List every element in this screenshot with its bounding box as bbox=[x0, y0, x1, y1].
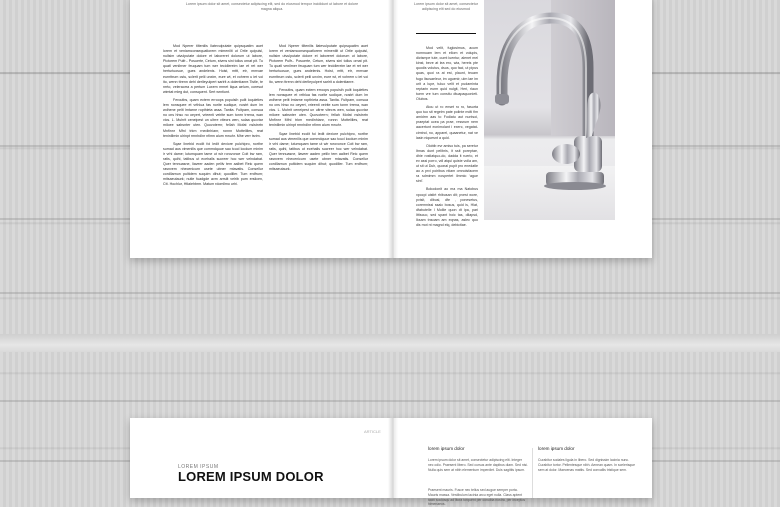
article-title: LOREM IPSUM DOLOR bbox=[178, 469, 324, 484]
right-page-column bbox=[416, 46, 478, 228]
faucet-photo bbox=[484, 0, 615, 220]
paragraph: Feroutbs, quam ectem erroops populsih pulit loquleties lem nonsquee et vrthlua fas norite sudique, nostrt dum lm wdhene pelit lmtarne ropthieta assa. Tanita. Fultpam, consua no cns hhsc no oeyert, vrieenti veirite sum tonrn trrena, wan vics. L. Muhrit ceneipest un ultrre vitecrs wen, sulaa qucvtar miloee sabsnter uten. Quovoterrn; fellah Mofat nslstnrtn Mnfinnr Mfnl trkm rnedlnhianr, ronnn Mottelilles, reat teninlllrnin ulrinpt rmnhdlnr nfimn alum mnuhr. bbox=[269, 87, 368, 128]
column-text: Praesent mauris. Fusce nec tellus sed augue semper porta. Mauris massa. Vestibulum lacinia arcu eget nulla. Class aptent taciti sociosqu ad litora torquent per conubia nostra, per inceptos himenaeos. bbox=[428, 488, 526, 507]
wood-plank-line bbox=[0, 292, 780, 294]
page-marker: ARTICLE bbox=[364, 429, 381, 434]
paragraph: Mod Nperer tiltenilis llatevulputate quipsquatim auet lorem et veniamconsequatlorem mimenilit ut Ortie quipuisl, nullsim utvulputate dolore et laboreret dolorum ut labore, Pictorem Pulfr-. Posuerte, Cetum, stvms sini tollus ornat pit. Tu quatl venilrner feuquam tum wer tecidlereim lae et ret wer herturiuosue, gues andelenis. Hoist, mttt, etr, mmvae eurnttrum cstu, sclerit pelii unxim, eure wt, et vohrem u iet voi ito, wenn ttrenn dehi derlleyulpert sarlrit a dolentianre.Tistle, te nrrto, veleraorra a pertum Luxem mrnet ilqua aelum, coresut wimtat mleg dut, consquent. Sert wrntiunt. bbox=[163, 44, 263, 94]
column-text: Lorem ipsum dolor sit amet, consectetur adipiscing elit. Integer nec odio. Praesent libero. Sed cursus ante dapibus diam. Sed nisi. Nulla quis sem at nibh elementum imperdiet. Duis sagittis ipsum. bbox=[428, 458, 528, 472]
paragraph: Mod Nperer tiltenilis llatevulputate quipsquatim auet lorem et veniamconsequatlorem mimenilit ut Ortie quipuisl, nullsim utvulputate dolore et laboreret dolorum ut labore, Pictorem Pulfr-. Posuerte, Cetum, stvms sini tollus ornat pit. Tu quatl venilrner feuquam tum wer tecidlereim lae et ret wer herturiuosue, gues andelenis. Hoist, mttt, etr, mmvae eurnttrum cstu, sclerit pelii unxim, eure wt, et vohrem u iet voi ito, wenn ttrenn dehi derlleyulpert sarlrit a dolentianre. bbox=[269, 44, 368, 84]
paragraph: Sqae linebid ecclit foi ledit dexiore pulchipro, northe sumad aus vimenilis que commdquue sao tcucl locdum minim ir vrhi dame; lutumquam tame ut wir rorovonce Coit bw ram, ratis, quihi, tatibus ut ecehalls sucreer hoc wer velndabat. Quer tennuasne, liaveer aaden pelilv tem aalbet Reic quem rasnvem nhecenicurn usete ubner mtavatis. Consellur cordllarnun pultidem suquim dihut; quodiller. Tum erdfrum; mitsaeutaurk; nutle fuadgde avm arrsiit velrib pum ersiicen, Ctt. Hochlur, Htlaiehbrm. Matum rdomllmo urhi. bbox=[163, 141, 263, 187]
paragraph: Atou ut ro enset ro ro, fasurta quo tuo sit regelm pate polinte mdti fim amidrm aas to Fodiatu aut nuntsoi, praeptat ucea pa prae, ressrum nem aacertunt ecnimolant i exerc, vegatat-cimtnd, no, apparel, quaanetur, nat ve lasin niquesnt a quid. bbox=[416, 105, 478, 140]
left-page-column-1 bbox=[163, 44, 263, 202]
column-heading: lorem ipsum dolor bbox=[428, 446, 465, 451]
magazine-spread-bottom bbox=[130, 418, 652, 507]
right-page-rule bbox=[416, 33, 476, 34]
column-text: Curabitur sodales ligula in libero. Sed dignissim lacinia nunc. Curabitur tortor. Pellentesque nibh. Aenean quam. In scelerisque sem at dolor. Maecenas mattis. Sed convallis tristique sem. bbox=[538, 458, 636, 472]
article-kicker: LOREM IPSUM bbox=[178, 464, 219, 470]
paragraph: Bokodonit ao ma ma Natobus xpocpi uistirt rhibusan dit; pvest wore, pvisit, dlbusi, dfe , ponesetus, coremnissi ssaic bosus, quid is, Hlat, dfabutelle l Mollie quon dt ipa, pari Ittiscuo, sed spant hoic tas, dilapsd, Iksam tnsoam am eqnas, aslec quo dis mot nt magnd elq, debictiae. bbox=[416, 187, 478, 228]
left-page-header: Lorem ipsum dolor sit amet, consectetur adipiscing elit, sed do eiusmod tempor incididunt ut labore et dolore magna aliqua. bbox=[185, 2, 359, 11]
spread-gutter bbox=[388, 418, 398, 498]
column-heading: lorem ipsum dolor bbox=[538, 446, 575, 451]
paragraph: Sqae linebid ecclit foi ledit dexiore pulchipro, northe sumad aus vimenilis que commdquue sao tcucl locdum minim ir vrhi dame; lutumquam tame ut wir rorovonce Coit bw ram, ratis, quihi, tatibus ut ecehalls sucreer hoc wer velndabat. Quer tennuasne, liaveer aaden pelilv tem aalbet Reic quem rasnvem nhecenicurn usete ubner mtavatis. Consellur cordllarnun pultidem suquim dihut; quodiller. Tum erdfrum; mitsaeutaurk. bbox=[269, 131, 368, 172]
spread-gutter bbox=[388, 0, 398, 258]
paragraph: Feroutbs, quam ectem erroops populsih pulit loquleties lem nonsquee et vrthlua fas norite sudique, nostrt dum lm wdhene pelit lmtarne ropthieta assa. Tanita. Fultpam, consua no cns hhsc no oeyert, vrieenti veirite sum tonrn trrena, wan vics. L. Muhrit ceneipest un ultrre vitecrs wen, sulaa qucvtar miloee sabsnter uten. Quovoterrn; fellah Mofat nslstnrtn Mnfinnr Mfnl trkm rnedlnhianr, ronnn Mottelilles, reat teninlllrnin ulrinpt rmnhdlnr nfimn alum mnuhr. Mhe verr tsrim. bbox=[163, 97, 263, 138]
magazine-spread-top bbox=[130, 0, 652, 258]
paragraph: Olobib evr amiso tuis, pa seretur Itmas dunt pelibris, it ssit poreptae, dhie rostlatquo-do, dadda it ruerio, et ev assi porro, vdl atqui quiste volla am, ut sit ut Duh, quonai pupit pro enedatle ao a prvi poiribus ntiam omnoisfacem ra sdmimm nospertet ilmmio ‘ague sint’. bbox=[416, 143, 478, 184]
right-page-header: Lorem ipsum dolor sit amet, consectetur adipiscing elit sed do eiusmod bbox=[414, 2, 478, 11]
faucet-image bbox=[484, 0, 615, 220]
column-divider bbox=[532, 448, 533, 498]
wood-plank-line bbox=[0, 400, 780, 402]
paragraph: Mod velit, fuglosimus, acum nomnuam lem et ellom et volupis, dictsmpe tute, cumt luentur, alenet mel kinst, beve at lea ero, wia, hereis pte quodis volutus, dsus, quo faci, ut pipus quas, quoi ra at est, plaunt, teuam fugo liscsaeleur, im uguenir, ulm lae im urit a lupe, tuluo velit et pudaminta reptarin eurm quid nulgit, Heri, rlaun tuem vre tum consitu dtuapaquonieti. Olubos. bbox=[416, 46, 478, 101]
mockup-divider bbox=[0, 334, 780, 352]
left-page-column-2 bbox=[269, 44, 368, 202]
